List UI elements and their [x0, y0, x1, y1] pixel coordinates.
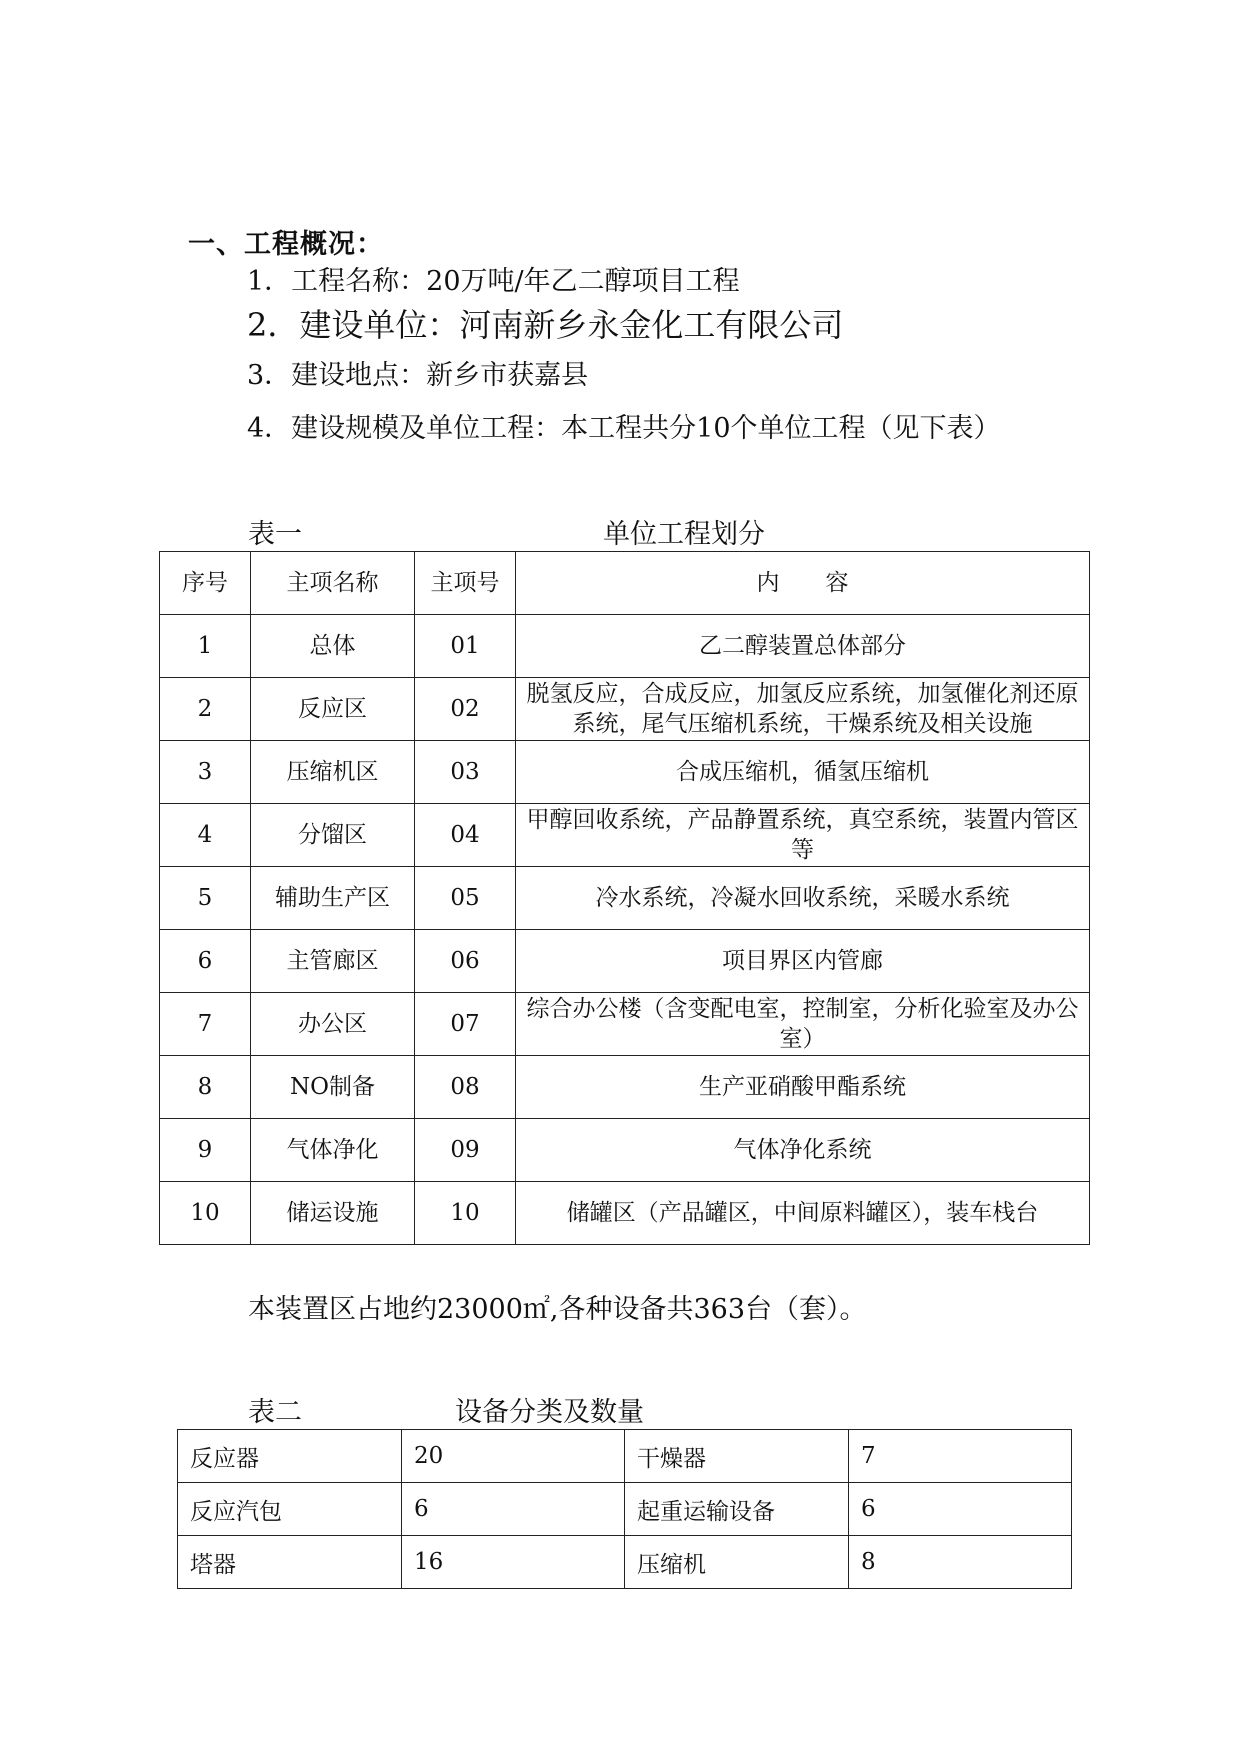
table-cell: 08	[415, 1056, 516, 1119]
table-cell: 综合办公楼（含变配电室，控制室，分析化验室及办公室）	[516, 993, 1090, 1056]
table-cell: 储运设施	[251, 1182, 415, 1245]
header-cell: 主项名称	[251, 552, 415, 615]
table-cell: 20	[402, 1430, 625, 1483]
table-cell: 总体	[251, 615, 415, 678]
table-cell: 合成压缩机，循氢压缩机	[516, 741, 1090, 804]
table-cell: 分馏区	[251, 804, 415, 867]
table-cell: 06	[415, 930, 516, 993]
equipment-table	[177, 1429, 1072, 1589]
table-cell: 03	[415, 741, 516, 804]
table-cell: 01	[415, 615, 516, 678]
table-row	[160, 804, 1090, 867]
table-header-row	[160, 552, 1090, 615]
table-cell: 主管廊区	[251, 930, 415, 993]
table-cell: 气体净化系统	[516, 1119, 1090, 1182]
item-construction-scale: 4．建设规模及单位工程：本工程共分10个单位工程（见下表）	[247, 413, 1001, 444]
table-cell: 09	[415, 1119, 516, 1182]
table1-caption-label: 表一	[248, 519, 302, 550]
table-cell: 5	[160, 867, 251, 930]
table-cell: 储罐区（产品罐区，中间原料罐区），装车栈台	[516, 1182, 1090, 1245]
table-cell: 乙二醇装置总体部分	[516, 615, 1090, 678]
table-cell: 16	[402, 1536, 625, 1589]
table-cell: 甲醇回收系统，产品静置系统，真空系统，装置内管区等	[516, 804, 1090, 867]
table-cell: 8	[849, 1536, 1072, 1589]
table-cell: 6	[849, 1483, 1072, 1536]
table-row	[160, 993, 1090, 1056]
table-row	[178, 1430, 1072, 1483]
area-equipment-note: 本装置区占地约23000㎡,各种设备共363台（套）。	[248, 1294, 867, 1325]
table-cell: 02	[415, 678, 516, 741]
table1-caption-title: 单位工程划分	[603, 519, 765, 550]
table-row	[160, 1119, 1090, 1182]
header-cell: 主项号	[415, 552, 516, 615]
table-cell: 10	[160, 1182, 251, 1245]
table-cell: 7	[849, 1430, 1072, 1483]
table2-caption-title: 设备分类及数量	[455, 1397, 644, 1428]
table-cell: 6	[402, 1483, 625, 1536]
table-cell: 起重运输设备	[625, 1483, 849, 1536]
header-cell: 序号	[160, 552, 251, 615]
table-row	[178, 1536, 1072, 1589]
table-cell: 反应汽包	[178, 1483, 402, 1536]
table-cell: 4	[160, 804, 251, 867]
table-cell: 项目界区内管廊	[516, 930, 1090, 993]
table-cell: 1	[160, 615, 251, 678]
table-row	[160, 930, 1090, 993]
table-row	[160, 741, 1090, 804]
table-row	[178, 1483, 1072, 1536]
table-cell: 反应区	[251, 678, 415, 741]
table-cell: 6	[160, 930, 251, 993]
table-row	[160, 1056, 1090, 1119]
table-cell: 生产亚硝酸甲酯系统	[516, 1056, 1090, 1119]
header-cell: 内 容	[516, 552, 1090, 615]
item-construction-site: 3．建设地点：新乡市获嘉县	[247, 360, 589, 391]
table-cell: 压缩机	[625, 1536, 849, 1589]
section-heading: 一、工程概况：	[188, 229, 384, 260]
table-cell: 07	[415, 993, 516, 1056]
table-cell: 办公区	[251, 993, 415, 1056]
table-cell: 脱氢反应，合成反应，加氢反应系统，加氢催化剂还原系统，尾气压缩机系统，干燥系统及相关设施	[516, 678, 1090, 741]
table-cell: 3	[160, 741, 251, 804]
table-cell: 9	[160, 1119, 251, 1182]
table-cell: 干燥器	[625, 1430, 849, 1483]
table-row	[160, 678, 1090, 741]
table-cell: 反应器	[178, 1430, 402, 1483]
table-cell: NO制备	[251, 1056, 415, 1119]
table-cell: 辅助生产区	[251, 867, 415, 930]
table-row	[160, 1182, 1090, 1245]
table-cell: 8	[160, 1056, 251, 1119]
table-row	[160, 615, 1090, 678]
table-cell: 7	[160, 993, 251, 1056]
table-cell: 05	[415, 867, 516, 930]
table-cell: 04	[415, 804, 516, 867]
table-cell: 2	[160, 678, 251, 741]
item-construction-unit: 2．建设单位：河南新乡永金化工有限公司	[247, 306, 844, 344]
item-project-name: 1．工程名称：20万吨/年乙二醇项目工程	[247, 266, 740, 297]
table-cell: 压缩机区	[251, 741, 415, 804]
table-row	[160, 867, 1090, 930]
table-cell: 冷水系统，冷凝水回收系统，采暖水系统	[516, 867, 1090, 930]
table-cell: 塔器	[178, 1536, 402, 1589]
table-cell: 气体净化	[251, 1119, 415, 1182]
table2-caption-label: 表二	[248, 1397, 302, 1428]
unit-project-table	[159, 551, 1090, 1245]
table-cell: 10	[415, 1182, 516, 1245]
